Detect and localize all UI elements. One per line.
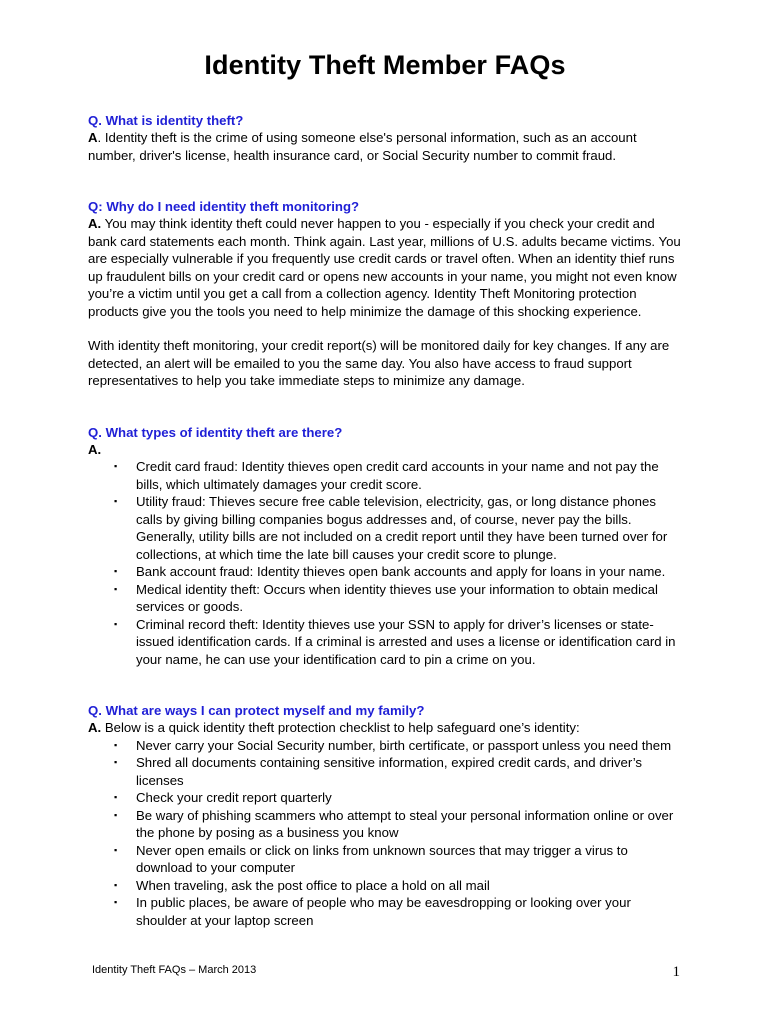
bullet-icon: ▪ — [114, 618, 118, 629]
answer-text: You may think identity theft could never happen to you - especially if you check your credit and bank card statements each month. Think again. Last year, millions of U.S. adults became victims. You are especially vulnerable if you frequently use credit cards or travel often. When an identity thief runs up fraudulent bills on your credit card or opens new accounts in your name, you might not even know you’re a victim until you get a call from a collection agency. Identity Theft Monitoring protection products give you the tools you need to help minimize the damage of this shocking experience. — [88, 216, 681, 319]
faq-types-of-identity-theft — [88, 424, 682, 669]
bullet-icon: ▪ — [114, 583, 118, 594]
answer-label: A. — [88, 216, 102, 231]
bullet-icon: ▪ — [114, 809, 118, 820]
list-item: ▪ Credit card fraud: Identity thieves open credit card accounts in your name and not pay the bills, which ultimately damages your credit score. — [114, 459, 659, 492]
faq-answer — [88, 215, 682, 320]
list-item: ▪ Be wary of phishing scammers who attempt to steal your personal information online or over the phone by posing as a business you know — [114, 807, 674, 840]
bullet-icon: ▪ — [114, 897, 118, 907]
list-item: ▪ Never open emails or click on links from unknown sources that may trigger a virus to download to your computer — [114, 842, 628, 875]
faq-question: Q. What types of identity theft are there? — [88, 424, 343, 440]
faq-answer — [88, 441, 682, 459]
faq-what-is-identity-theft — [88, 112, 682, 164]
faq-question: Q: Why do I need identity theft monitoring? — [88, 199, 360, 214]
list-item: ▪ When traveling, ask the post office to place a hold on all mail — [114, 877, 490, 893]
faq-answer — [88, 129, 682, 164]
faq-answer — [88, 719, 682, 737]
bullet-icon: ▪ — [114, 461, 118, 471]
list-item: ▪ Utility fraud: Thieves secure free cable television, electricity, gas, or long distance phones calls by giving billing companies bogus addresses and, of course, never pay the bills. Generally, utility bills are not included on a credit report until they have been turned over for collections, at which time the late bill causes your credit score to plunge. — [114, 494, 668, 562]
bullet-icon: ▪ — [114, 844, 118, 855]
answer-label: A. — [88, 441, 102, 457]
faq-question: Q. What is identity theft? — [88, 113, 244, 128]
answer-label: A — [88, 130, 98, 145]
answer-label: A. — [88, 720, 102, 735]
bullet-icon: ▪ — [114, 792, 118, 802]
answer-text: Below is a quick identity theft protection checklist to help safeguard one’s identity: — [101, 720, 580, 735]
faq-why-monitoring — [88, 198, 682, 390]
page-footer: Identity Theft FAQs – March 2013 — [92, 964, 257, 976]
bullet-icon: ▪ — [114, 739, 118, 750]
bullet-icon: ▪ — [114, 879, 118, 890]
faq-ways-to-protect — [88, 702, 682, 929]
list-item: ▪ Shred all documents containing sensitive information, expired credit cards, and driver’s licenses — [114, 755, 643, 788]
list-item: ▪ In public places, be aware of people who may be eavesdropping or looking over your shoulder at your laptop screen — [114, 895, 631, 928]
bullet-icon: ▪ — [114, 566, 118, 576]
page-number: 1 — [672, 964, 680, 980]
types-list — [88, 458, 682, 668]
list-item: ▪ Bank account fraud: Identity thieves open bank accounts and apply for loans in your name. — [114, 564, 666, 579]
bullet-icon: ▪ — [114, 496, 118, 506]
list-item: ▪ Medical identity theft: Occurs when identity thieves use your information to obtain medical services or goods. — [114, 581, 658, 614]
faq-answer-paragraph: With identity theft monitoring, your credit report(s) will be monitored daily for key changes. If any are detected, an alert will be emailed to you the same day. You also have access to fraud support representatives to help you take immediate steps to minimize any damage. — [88, 338, 670, 388]
answer-text: . Identity theft is the crime of using someone else's personal information, such as an account number, driver's license, health insurance card, or Social Security number to commit fraud. — [88, 130, 637, 163]
list-item: ▪ Never carry your Social Security number, birth certificate, or passport unless you need them — [114, 737, 672, 753]
bullet-icon: ▪ — [114, 757, 118, 767]
protection-checklist — [88, 737, 682, 930]
list-item: ▪ Check your credit report quarterly — [114, 790, 332, 805]
page-title: Identity Theft Member FAQs — [204, 50, 566, 80]
list-item: ▪ Criminal record theft: Identity thieves use your SSN to apply for driver’s licenses or state-issued identification cards. If a criminal is arrested and uses a license or identification card in your name, he can use your identification card to pin a crime on you. — [114, 616, 676, 667]
faq-question: Q. What are ways I can protect myself and my family? — [88, 703, 425, 718]
